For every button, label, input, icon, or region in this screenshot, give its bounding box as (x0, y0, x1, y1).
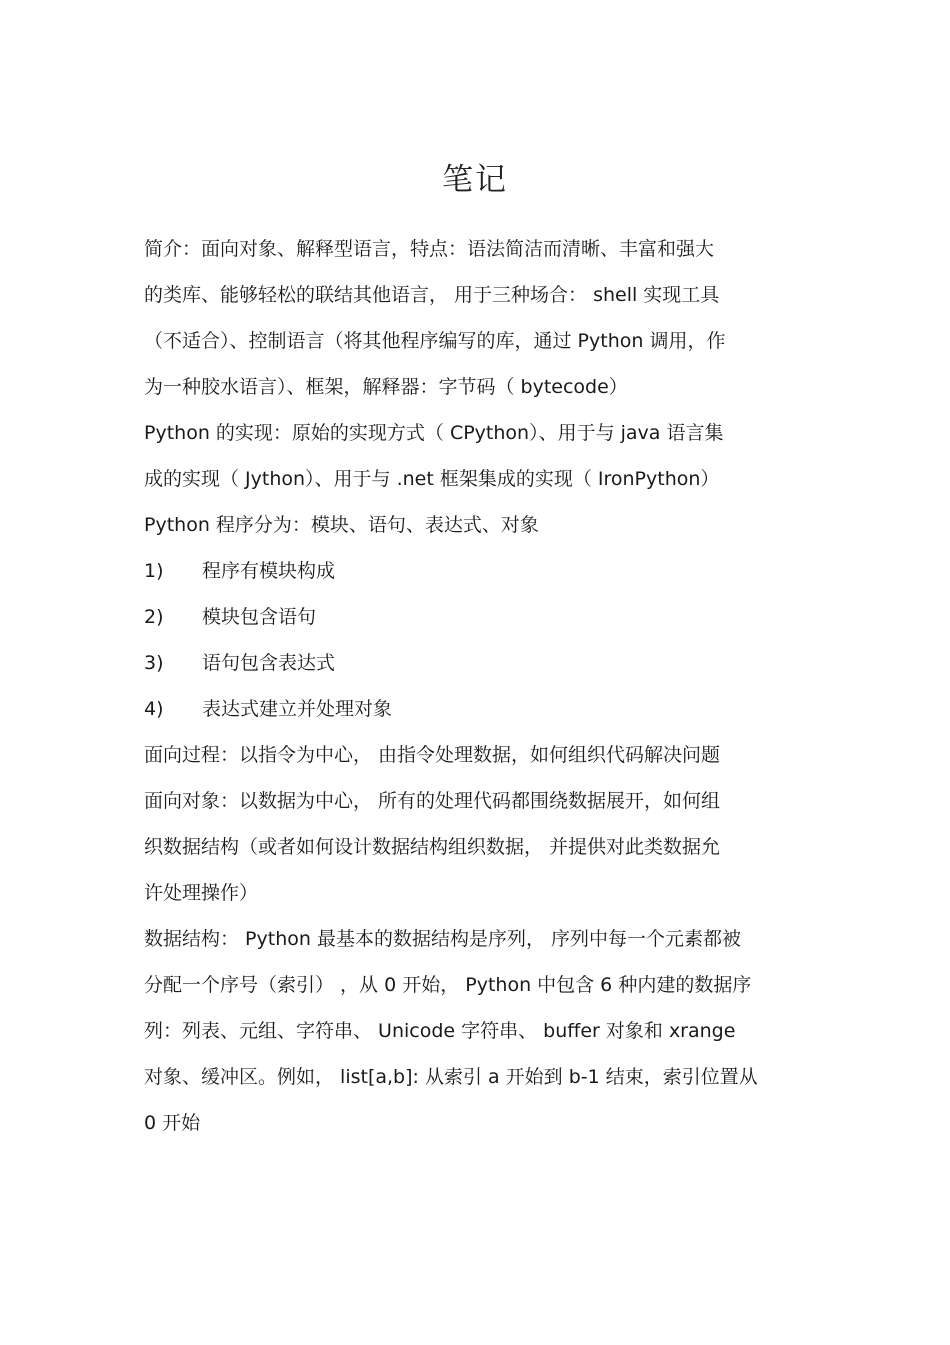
intro-line-2: 的类库、能够轻松的联结其他语言， 用于三种场合： shell 实现工具 (144, 284, 720, 306)
structure-line-4: 对象、缓冲区。例如， list[a,b]: 从索引 a 开始到 b-1 结束，索引位置从 (144, 1066, 758, 1088)
intro-line-1: 简介：面向对象、解释型语言，特点：语法简洁而清晰、丰富和强大 (144, 238, 715, 260)
document-body (144, 226, 814, 1146)
structure-line-1: 数据结构： Python 最基本的数据结构是序列， 序列中每一个元素都被 (144, 928, 741, 950)
structure-line-2: 分配一个序号（索引） ，从 0 开始， Python 中包含 6 种内建的数据序 (144, 974, 752, 996)
list-item-text: 程序有模块构成 (202, 560, 336, 582)
list-item-text: 语句包含表达式 (202, 652, 336, 674)
impl-line-1: Python 的实现：原始的实现方式（ CPython）、用于与 java 语言集 (144, 422, 724, 444)
list-item (144, 640, 814, 686)
list-item-text: 表达式建立并处理对象 (202, 698, 393, 720)
structure-line-5: 0 开始 (144, 1112, 201, 1134)
intro-line-3: （不适合）、控制语言（将其他程序编写的库，通过 Python 调用，作 (144, 330, 726, 352)
list-item (144, 594, 814, 640)
list-item-number: 4) (144, 698, 164, 720)
page-title: 笔记 (442, 162, 508, 198)
list-item (144, 548, 814, 594)
list-item-number: 3) (144, 652, 164, 674)
object-line-2: 织数据结构（或者如何设计数据结构组织数据， 并提供对此类数据允 (144, 836, 721, 858)
list-item-text: 模块包含语句 (202, 606, 317, 628)
list-item-number: 2) (144, 606, 164, 628)
impl-line-2: 成的实现（ Jython）、用于与 .net 框架集成的实现（ IronPython） (144, 468, 720, 490)
program-line: Python 程序分为：模块、语句、表达式、对象 (144, 514, 539, 536)
object-line-1: 面向对象：以数据为中心， 所有的处理代码都围绕数据展开，如何组 (144, 790, 721, 812)
list-item (144, 686, 814, 732)
object-line-3: 许处理操作） (144, 882, 259, 904)
structure-line-3: 列：列表、元组、字符串、 Unicode 字符串、 buffer 对象和 xrange (144, 1020, 736, 1042)
list-item-number: 1) (144, 560, 164, 582)
process-line: 面向过程：以指令为中心， 由指令处理数据，如何组织代码解决问题 (144, 744, 721, 766)
intro-line-4: 为一种胶水语言）、框架，解释器：字节码（ bytecode） (144, 376, 628, 398)
